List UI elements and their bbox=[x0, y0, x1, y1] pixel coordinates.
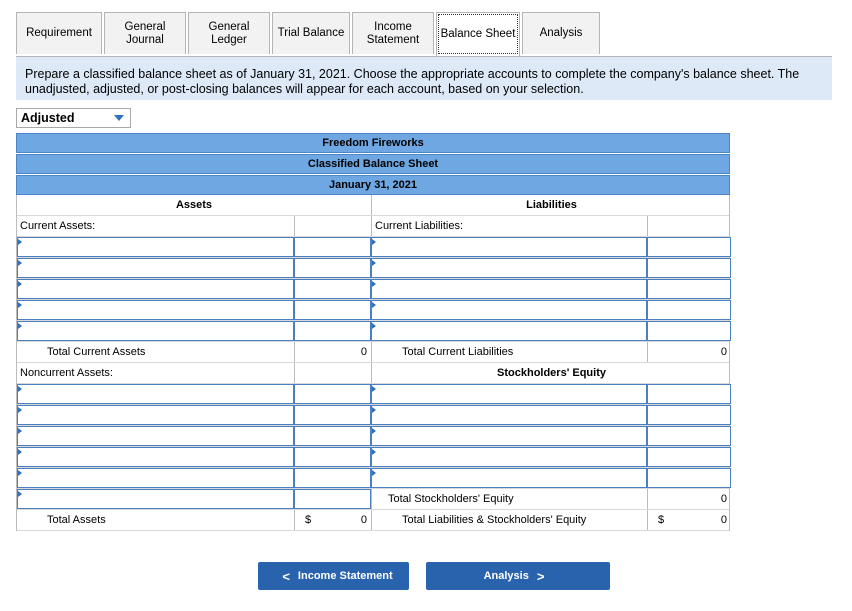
table-row bbox=[17, 468, 729, 489]
asset-amount-input[interactable] bbox=[294, 489, 371, 509]
dropdown-marker-icon bbox=[372, 239, 376, 245]
empty-cell bbox=[647, 216, 731, 236]
dropdown-marker-icon bbox=[372, 323, 376, 329]
asset-account-select[interactable] bbox=[17, 405, 294, 425]
tab-balance-sheet[interactable]: Balance Sheet bbox=[436, 12, 520, 56]
current-assets-label: Current Assets: bbox=[20, 220, 96, 232]
total-se-value: 0 bbox=[647, 489, 731, 509]
liability-account-select[interactable] bbox=[371, 258, 647, 278]
tab-general-journal[interactable]: General Journal bbox=[104, 12, 186, 54]
tab-bar bbox=[16, 12, 602, 56]
prev-income-statement-button[interactable] bbox=[258, 562, 409, 590]
equity-amount-input[interactable] bbox=[647, 384, 731, 404]
asset-amount-input[interactable] bbox=[294, 468, 371, 488]
asset-account-select[interactable] bbox=[17, 279, 294, 299]
liability-account-select[interactable] bbox=[371, 300, 647, 320]
equity-account-select[interactable] bbox=[371, 384, 647, 404]
table-row bbox=[17, 405, 729, 426]
asset-amount-input[interactable] bbox=[294, 405, 371, 425]
dropdown-marker-icon bbox=[18, 407, 22, 413]
total-lse-currency: $ bbox=[658, 514, 665, 526]
liability-account-select[interactable] bbox=[371, 279, 647, 299]
dropdown-marker-icon bbox=[18, 491, 22, 497]
prev-button-label: Income Statement bbox=[297, 570, 393, 582]
asset-account-select[interactable] bbox=[17, 447, 294, 467]
liability-amount-input[interactable] bbox=[647, 258, 731, 278]
dropdown-marker-icon bbox=[372, 281, 376, 287]
asset-amount-input[interactable] bbox=[294, 237, 371, 257]
asset-amount-input[interactable] bbox=[294, 258, 371, 278]
sheet-title: Classified Balance Sheet bbox=[16, 154, 730, 174]
equity-amount-input[interactable] bbox=[647, 405, 731, 425]
company-name: Freedom Fireworks bbox=[16, 133, 730, 153]
table-row bbox=[17, 300, 729, 321]
current-liabilities-label: Current Liabilities: bbox=[371, 216, 647, 236]
liability-account-select[interactable] bbox=[371, 321, 647, 341]
asset-amount-input[interactable] bbox=[294, 426, 371, 446]
tab-requirement[interactable]: Requirement bbox=[16, 12, 102, 54]
equity-account-select[interactable] bbox=[371, 405, 647, 425]
asset-account-select[interactable] bbox=[17, 468, 294, 488]
equity-account-select[interactable] bbox=[371, 426, 647, 446]
next-button-label: Analysis bbox=[483, 570, 529, 582]
total-assets-currency: $ bbox=[305, 514, 312, 526]
table-row bbox=[17, 489, 729, 510]
chevron-down-icon bbox=[114, 115, 124, 121]
asset-account-select[interactable] bbox=[17, 237, 294, 257]
liability-amount-input[interactable] bbox=[647, 321, 731, 341]
total-current-row bbox=[17, 342, 729, 363]
asset-account-select[interactable] bbox=[17, 258, 294, 278]
table-row bbox=[17, 426, 729, 447]
dropdown-marker-icon bbox=[18, 323, 22, 329]
total-current-assets-value: 0 bbox=[294, 342, 371, 362]
balance-type-value: Adjusted bbox=[21, 111, 75, 125]
next-analysis-button[interactable] bbox=[426, 562, 610, 590]
total-current-assets-label: Total Current Assets bbox=[47, 346, 146, 358]
asset-account-select[interactable] bbox=[17, 321, 294, 341]
table-row bbox=[17, 447, 729, 468]
asset-amount-input[interactable] bbox=[294, 321, 371, 341]
table-row bbox=[17, 384, 729, 405]
dropdown-marker-icon bbox=[18, 239, 22, 245]
total-lse-cell bbox=[647, 510, 731, 530]
total-lse-value: 0 bbox=[720, 514, 727, 526]
tab-trial-balance[interactable]: Trial Balance bbox=[272, 12, 350, 54]
dropdown-marker-icon bbox=[18, 260, 22, 266]
asset-amount-input[interactable] bbox=[294, 384, 371, 404]
dropdown-marker-icon bbox=[372, 449, 376, 455]
total-assets-value: 0 bbox=[360, 514, 367, 526]
section-row bbox=[17, 216, 729, 237]
asset-account-select[interactable] bbox=[17, 426, 294, 446]
dropdown-marker-icon bbox=[372, 260, 376, 266]
assets-header: Assets bbox=[175, 199, 213, 211]
asset-account-select[interactable] bbox=[17, 384, 294, 404]
equity-account-select[interactable] bbox=[371, 447, 647, 467]
table-row bbox=[17, 258, 729, 279]
table-row bbox=[17, 237, 729, 258]
dropdown-marker-icon bbox=[18, 302, 22, 308]
table-row bbox=[17, 279, 729, 300]
asset-amount-input[interactable] bbox=[294, 447, 371, 467]
total-se-label: Total Stockholders' Equity bbox=[371, 489, 647, 509]
tab-general-ledger[interactable]: General Ledger bbox=[188, 12, 270, 54]
equity-amount-input[interactable] bbox=[647, 468, 731, 488]
chevron-left-icon: < bbox=[282, 568, 290, 584]
equity-amount-input[interactable] bbox=[647, 426, 731, 446]
table-row bbox=[17, 321, 729, 342]
total-assets-cell bbox=[294, 510, 371, 530]
empty-cell bbox=[294, 363, 371, 383]
total-current-liabilities-label: Total Current Liabilities bbox=[371, 342, 647, 362]
grand-total-row bbox=[17, 510, 729, 531]
total-lse-label: Total Liabilities & Stockholders' Equity bbox=[371, 510, 647, 530]
dropdown-marker-icon bbox=[372, 428, 376, 434]
empty-cell bbox=[294, 216, 371, 236]
tab-analysis[interactable]: Analysis bbox=[522, 12, 600, 54]
dropdown-marker-icon bbox=[18, 386, 22, 392]
tab-income-statement[interactable]: Income Statement bbox=[352, 12, 434, 54]
asset-account-select[interactable] bbox=[17, 300, 294, 320]
dropdown-marker-icon bbox=[18, 428, 22, 434]
noncurrent-assets-label: Noncurrent Assets: bbox=[20, 367, 113, 379]
total-assets-label: Total Assets bbox=[47, 514, 106, 526]
liability-amount-input[interactable] bbox=[647, 279, 731, 299]
section-row bbox=[17, 363, 729, 384]
column-headers bbox=[17, 195, 729, 216]
dropdown-marker-icon bbox=[372, 407, 376, 413]
asset-amount-input[interactable] bbox=[294, 279, 371, 299]
dropdown-marker-icon bbox=[372, 302, 376, 308]
dropdown-marker-icon bbox=[18, 449, 22, 455]
balance-type-select[interactable] bbox=[16, 108, 131, 128]
equity-amount-input[interactable] bbox=[647, 447, 731, 467]
chevron-right-icon: > bbox=[536, 568, 545, 584]
dropdown-marker-icon bbox=[372, 470, 376, 476]
total-current-liabilities-value: 0 bbox=[647, 342, 731, 362]
equity-account-select[interactable] bbox=[371, 468, 647, 488]
sheet-date: January 31, 2021 bbox=[16, 175, 730, 195]
instructions: Prepare a classified balance sheet as of January 31, 2021. Choose the appropriate accounts to complete the company's balance sheet. The unadjusted, adjusted, or post-closing balances will appear for each account, based on your selection. bbox=[16, 56, 832, 100]
liabilities-header: Liabilities bbox=[371, 195, 731, 215]
dropdown-marker-icon bbox=[18, 281, 22, 287]
dropdown-marker-icon bbox=[372, 386, 376, 392]
dropdown-marker-icon bbox=[18, 470, 22, 476]
asset-amount-input[interactable] bbox=[294, 300, 371, 320]
asset-account-select[interactable] bbox=[17, 489, 294, 509]
liability-account-select[interactable] bbox=[371, 237, 647, 257]
balance-sheet bbox=[16, 132, 730, 531]
stockholders-equity-header: Stockholders' Equity bbox=[371, 363, 731, 383]
liability-amount-input[interactable] bbox=[647, 300, 731, 320]
liability-amount-input[interactable] bbox=[647, 237, 731, 257]
